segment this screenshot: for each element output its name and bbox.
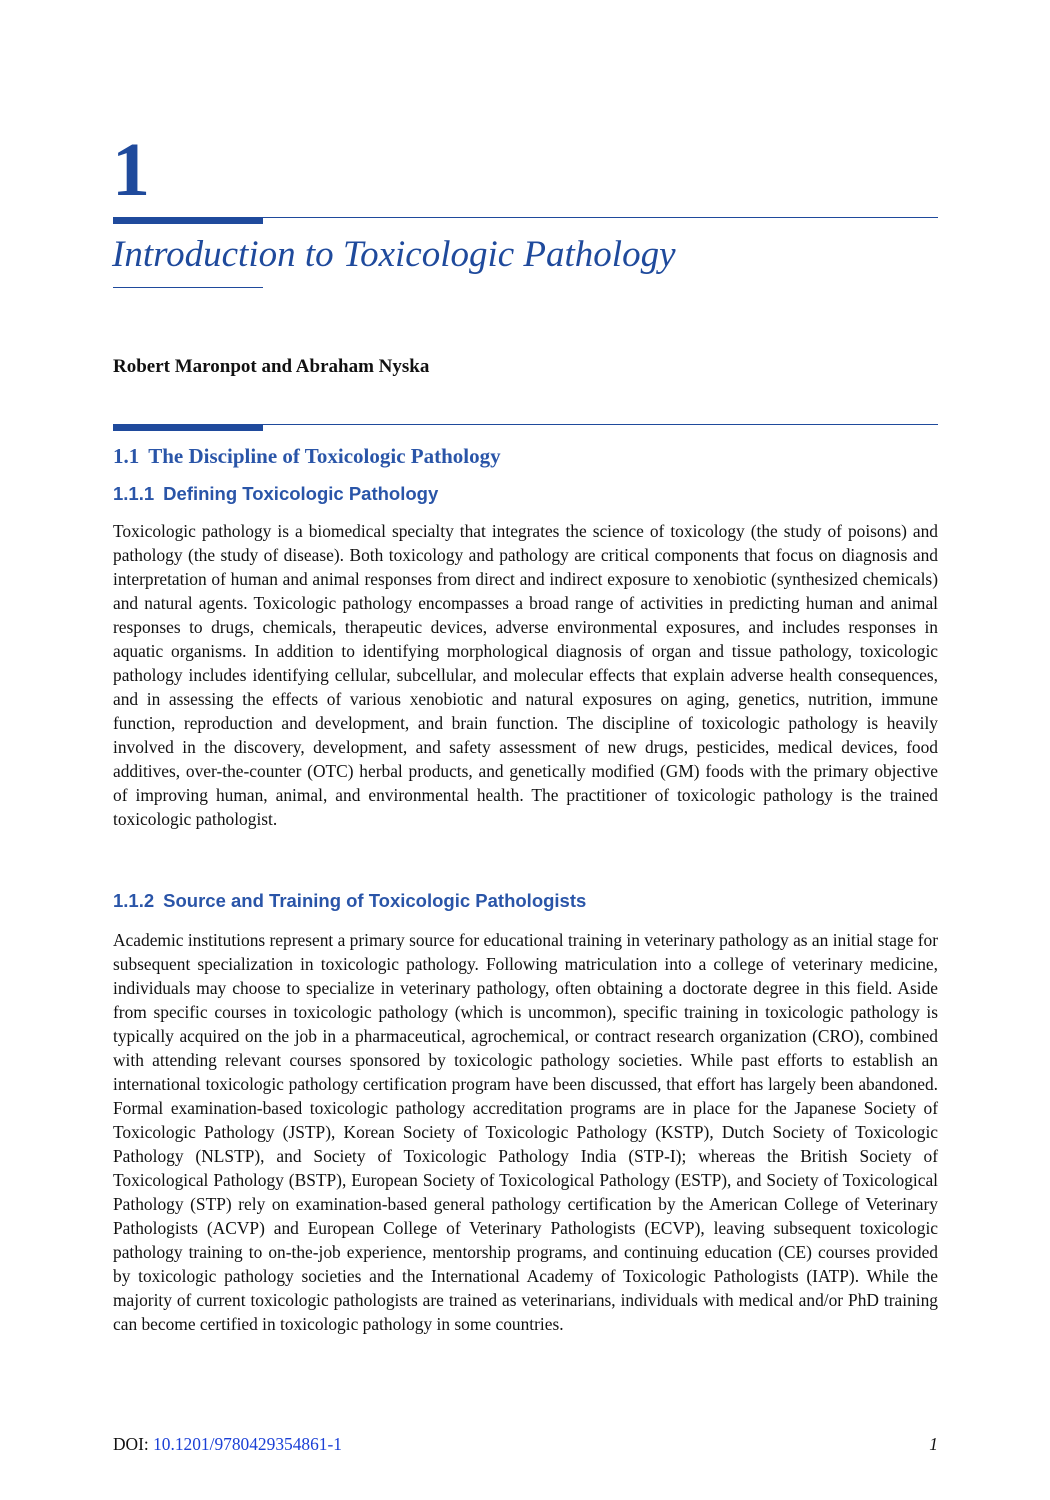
subsection-number: 1.1.1 [113, 483, 155, 504]
body-paragraph-training: Academic institutions represent a primary source for educational training in veterinary pathology as an initial stage for subsequent specialization in toxicologic pathology. Following matriculation into a college of veterinary medicine, individuals may choose to specialize in veterinary pathology, often obtaining a doctorate degree in this field. Aside from specific courses in toxicologic pathology (which is uncommon), specific training in toxicologic pathology is typically acquired on the job in a pharmaceutical, agrochemical, or contract research organization (CRO), combined with attending relevant courses sponsored by toxicologic pathology societies. While past efforts to establish an international toxicologic pathology certification program have been discussed, that effort has largely been abandoned. Formal examination-based toxicologic pathology accreditation programs are in place for the Japanese Society of Toxicologic Pathology (JSTP), Korean Society of Toxicologic Pathology (KSTP), Dutch Society of Toxicologic Pathology (NLSTP), and Society of Toxicologic Pathology India (STP-I); whereas the British Society of Toxicological Pathology (BSTP), European Society of Toxicological Pathology (ESTP), and Society of Toxicological Pathology (STP) rely on examination-based general pathology certification by the American College of Veterinary Pathologists (ACVP) and European College of Veterinary Pathologists (ECVP), leaving subsequent toxicologic pathology training to on-the-job experience, mentorship programs, and continuing education (CE) courses provided by toxicologic pathology societies and the International Academy of Toxicologic Pathologists (IATP). While the majority of current toxicologic pathologists are trained as veterinarians, individuals with medical and/or PhD training can become certified in toxicologic pathology in some countries. [113, 930, 938, 1334]
chapter-authors: Robert Maronpot and Abraham Nyska [113, 356, 430, 377]
subsection-heading-training [113, 888, 586, 914]
page-number: 1 [929, 1434, 938, 1454]
subsection-heading-defining [113, 481, 438, 507]
section-rule-line [263, 424, 938, 425]
page-footer [113, 1432, 938, 1456]
body-paragraph-defining: Toxicologic pathology is a biomedical specialty that integrates the science of toxicology (the study of poisons) and pathology (the study of disease). Both toxicology and pathology are critical components that focus on diagnosis and interpretation of human and animal responses from direct and indirect exposure to xenobiotic (synthesized chemicals) and natural agents. Toxicologic pathology encompasses a broad range of activities in predicting human and animal responses to drugs, chemicals, therapeutic devices, adverse environmental exposures, and includes responses in aquatic organisms. In addition to identifying morphological diagnosis of organ and tissue pathology, toxicologic pathology includes identifying cellular, subcellular, and molecular effects that explain adverse health consequences, and in assessing the effects of various xenobiotic and natural exposures on aging, genetics, nutrition, immune function, reproduction and development, and brain function. The discipline of toxicologic pathology is heavily involved in the discovery, development, and safety assessment of new drugs, pesticides, medical devices, food additives, over-the-counter (OTC) herbal products, and genetically modified (GM) foods with the primary objective of improving human, animal, and environmental health. The practitioner of toxicologic pathology is the trained toxicologic pathologist. [113, 521, 938, 829]
chapter-title-underline [113, 287, 263, 288]
section-heading [113, 442, 501, 470]
chapter-rule-line [263, 217, 938, 218]
subsection-title: Source and Training of Toxicologic Pathologists [163, 890, 587, 911]
section-number: 1.1 [113, 444, 140, 468]
chapter-number: 1 [112, 128, 150, 212]
chapter-title: Introduction to Toxicologic Pathology [112, 234, 676, 275]
subsection-title: Defining Toxicologic Pathology [163, 483, 439, 504]
doi-link[interactable]: 10.1201/9780429354861-1 [153, 1434, 342, 1454]
doi-label: DOI: [113, 1434, 149, 1454]
subsection-number: 1.1.2 [113, 890, 155, 911]
section-rule-accent [113, 424, 263, 431]
section-title: The Discipline of Toxicologic Pathology [148, 444, 501, 468]
chapter-rule-accent [113, 217, 263, 224]
